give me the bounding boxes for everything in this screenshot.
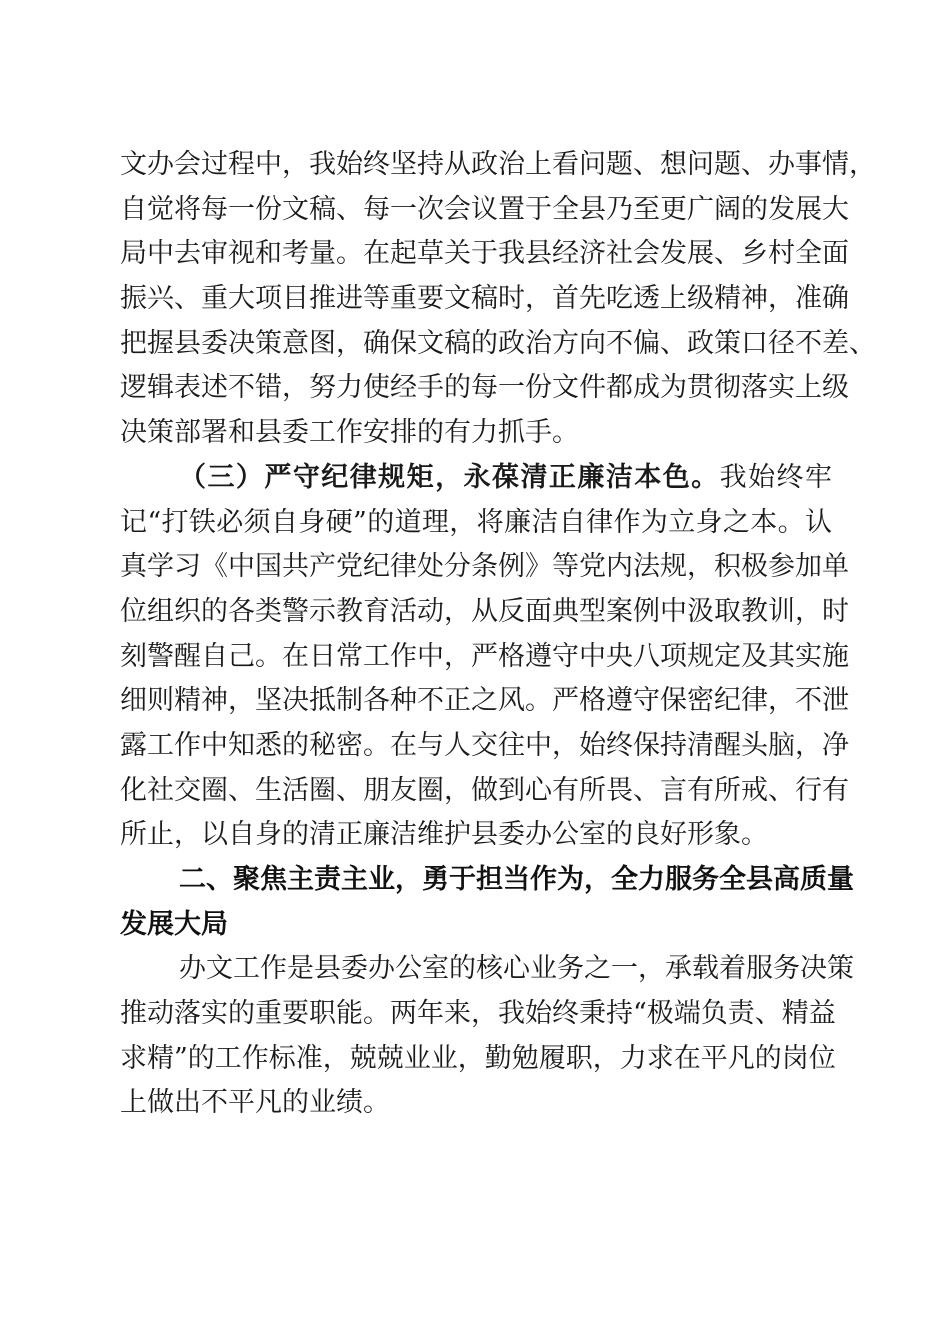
text-line: 所止，以自身的清正廉洁维护县委办公室的良好形象。 (120, 819, 768, 851)
text-line: 办文工作是县委办公室的核心业务之一，承载着服务决策 (179, 953, 854, 985)
text-line: 露工作中知悉的秘密。在与人交往中，始终保持清醒头脑，净 (120, 729, 849, 761)
text-line: 真学习《中国共产党纪律处分条例》等党内法规，积极参加单 (120, 551, 849, 583)
section-heading-line: 发展大局 (120, 908, 228, 940)
text-line: 局中去审视和考量。在起草关于我县经济社会发展、乡村全面 (120, 238, 849, 270)
section-heading-two (120, 858, 854, 947)
text-line: 决策部署和县委工作安排的有力抓手。 (120, 417, 579, 449)
text-line: 逻辑表述不错，努力使经手的每一份文件都成为贯彻落实上级 (120, 372, 849, 404)
paragraph-discipline (120, 456, 849, 858)
text-line: 推动落实的重要职能。两年来，我始终秉持“极端负责、精益 (120, 998, 836, 1030)
text-line: 记“打铁必须自身硬”的道理，将廉洁自律作为立身之本。认 (120, 506, 832, 538)
section-heading-line: 二、聚焦主责主业，勇于担当作为，全力服务全县高质量 (179, 864, 854, 895)
subsection-heading: （三）严守纪律规矩，永葆清正廉洁本色。 (179, 461, 720, 493)
subsection-first-line (120, 456, 832, 501)
text-line: 文办会过程中，我始终坚持从政治上看问题、想问题、办事情， (120, 149, 876, 180)
paragraph-political-stance (120, 143, 876, 456)
text-run: 我始终牢 (719, 461, 833, 493)
text-line: 细则精神，坚决抵制各种不正之风。严格遵守保密纪律，不泄 (120, 685, 849, 717)
document-body (120, 143, 876, 1126)
text-line: 上做出不平凡的业绩。 (120, 1087, 390, 1119)
text-line: 把握县委决策意图，确保文稿的政治方向不偏、政策口径不差、 (120, 327, 876, 359)
text-line: 振兴、重大项目推进等重要文稿时，首先吃透上级精神，准确 (120, 283, 849, 315)
text-line: 位组织的各类警示教育活动，从反面典型案例中汲取教训，时 (120, 595, 849, 627)
text-line: 求精”的工作标准，兢兢业业，勤勉履职，力求在平凡的岗位 (120, 1042, 836, 1074)
text-line: 自觉将每一份文稿、每一次会议置于全县乃至更广阔的发展大 (120, 193, 849, 225)
paragraph-drafting-work (120, 947, 854, 1126)
text-line: 刻警醒自己。在日常工作中，严格遵守中央八项规定及其实施 (120, 640, 849, 672)
text-line: 化社交圈、生活圈、朋友圈，做到心有所畏、言有所戒、行有 (120, 774, 849, 806)
